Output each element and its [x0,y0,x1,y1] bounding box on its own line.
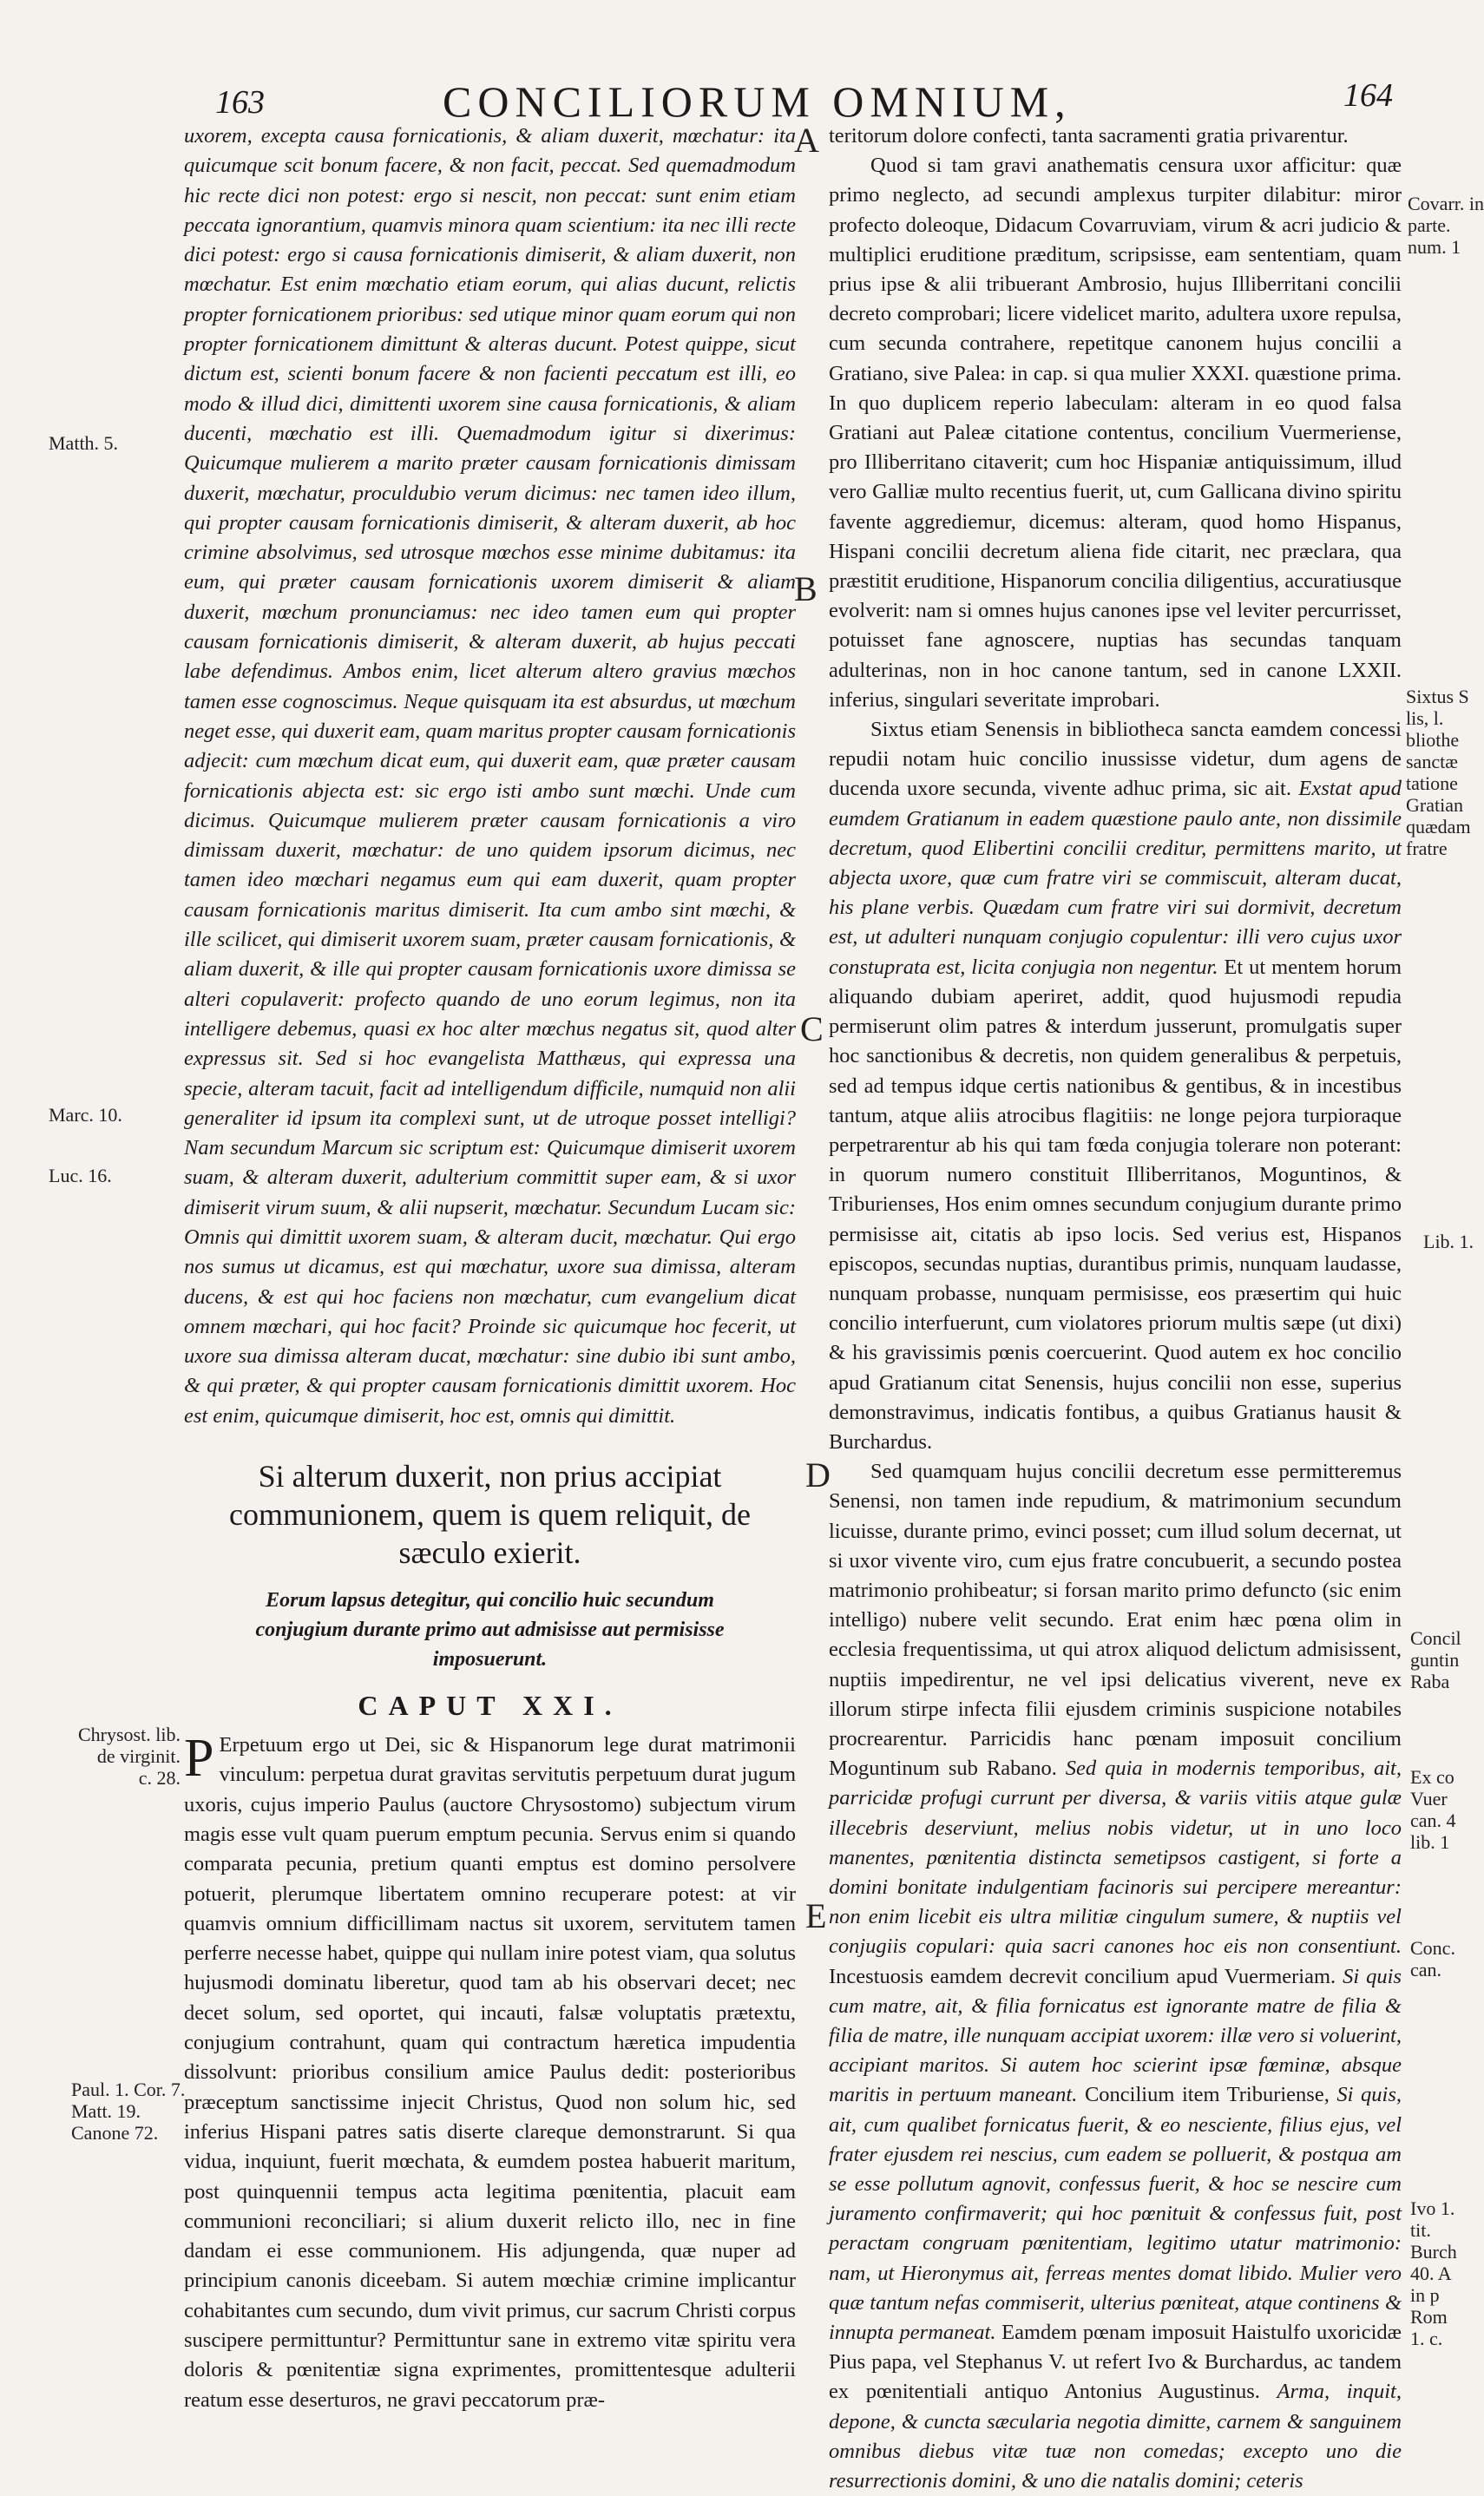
margin-note-chrysostom: Chrysost. lib. de virginit. c. 28. [78,1724,181,1789]
chapter-heading: CAPUT XXI. [358,1690,622,1722]
page-number-left: 163 [215,84,265,121]
margin-note-ivo: Ivo 1. tit. Burch 40. A in p Rom 1. c. [1410,2197,1457,2349]
right-paragraph-2: Quod si tam gravi anathematis censura uxor afficitur: quæ primo neglecto, ad secundi amplexus turpiter dilabitur: miror profecto doleoque, Didacum Covarruviam, virum & acri judicio & multiplici eruditione præditum, scripsisse, eam sententiam, quam prius ipse & alii tribuerant Ambrosio, hujus Illiberritani concilii decreto comprobari; licere videlicet marito, adultera uxore repulsa, cum secunda contrahere, repetitque canonem hujus concilii a Gratiano, sive Palea: in cap. si qua mulier XXXI. quæstione prima. In quo duplicem reperio labeculam: alteram in eo quod falsa Gratiani aut Paleæ citatione contentus, concilium Vuermeriense, pro Illiberritano citaverit; cum hoc Hispaniæ antiquissimum, illud vero Galliæ multo recentius fuerit, ut, cum Gallicana divino spiritu favente aggrediemur, dicemus: alteram, quod homo Hispanus, Hispani concilii decretum aliena fide citarit, nec præclara, qua præstitit eruditione, Hispanorum concilia diligentius, accuratiusque evolverit: nam si omnes hujus canones ipse vel leviter percurrisset, potuisset fane agnoscere, nuptias has secundas tanquam adulterinas, non in hoc canone tantum, sed in canone LXXII. inferius, singulari severitate improbari. [829,154,1402,712]
margin-note-luc: Luc. 16. [49,1165,112,1186]
page-number-right: 164 [1343,77,1393,114]
right-paragraph-5-text-3: Concilium item Triburiense, [1084,2083,1330,2107]
left-paragraph-1: uxorem, excepta causa fornicationis, & aliam duxerit, mœchatur: ita quicumque scit bonum facere, & non facit, peccat. Sed quemadmodum hic recte dici non potest: ergo si nescit, non peccat: sunt enim etiam peccata ignorantium, quamvis minora quam scientium: ita nec illi recte dici potest: ergo si causa fornicationis dimiserit, & aliam duxerit, non mœchatur. Est enim mœchatio etiam eorum, qui alias ducunt, relictis propter fornicationem prioribus: sed utique minor quam eorum qui non propter fornicationem dimittunt & alteras ducunt. Potest quippe, sicut dictum est, scienti bonum facere & non facienti peccatum est illi, eo modo & illud dici, dimittenti uxorem sine causa fornicationis, & aliam ducenti, mœchatio est illi. Quemadmodum igitur si dixerimus: Quicumque mulierem a marito præter causam fornicationis dimissam duxerit, mœchatur, proculdubio verum dicimus: nec tamen ideo illum, qui propter causam fornicationis dimiserit, & alteram duxerit, ab hoc crimine absolvimus, sed utrosque mœchos esse minime dubitamus: ita eum, qui præter causam fornicationis uxorem dimiserit & aliam duxerit, mœchum pronunciamus: nec ideo tamen eum qui propter causam fornicationis dimiserit, & alteram duxerit, ab hujus peccati labe defendimus. Ambos enim, licet alterum altero gravius mœchos tamen esse cognoscimus. Neque quisquam ita est absurdus, ut mœchum neget esse, qui duxerit eam, quam maritus propter causam fornicationis adjecit: cum mœchum dicat eum, qui duxerit eam, quæ præter causam fornicationis abjecta est: sic ergo isti ambo sunt mœchi. Unde cum dicimus. Quicumque mulierem præter causam fornicationis a viro dimissam duxerit, mœchatur: de uno quidem ipsorum dicimus, nec tamen ideo mœchari negamus eum qui eam duxerit, quam propter causam fornicationis maritus dimiserit. Ita cum ambo sint mœchi, & ille scilicet, qui dimiserit uxorem suam, præter causam fornicationis, & aliam duxerit, & ille qui propter causam fornicationis uxore dimissa se alteri copulaverit: profecto quando de uno eorum legimus, non ita intelligere debemus, quasi ex hoc alter mœchus negatus sit, quod alter expressus sit. Sed si hoc evangelista Matthæus, qui expressa una specie, alteram tacuit, facit ad intelligendum difficile, numquid non alii generaliter id ipsum ita complexi sunt, ut de utroque posset intelligi? Nam secundum Marcum sic scriptum est: Quicumque dimiserit uxorem suam, & alteram duxerit, adulterium committit super eam, & si uxor dimiserit virum suum, & alii nupserit, mœchatur. Secundum Lucam sic: Omnis qui dimittit uxorem suam, & alteram ducit, mœchatur. Qui ergo nos sumus ut dicamus, est qui mœchatur, uxore sua dimissa, alteram ducens, & est qui hoc faciens non mœchatur, cum evangelium dicat omnem mœchari, qui hoc facit? Proinde sic quicumque hoc fecerit, ut uxore sua dimissa alteram ducat, mœchatur: sine dubio ibi sunt ambo, & qui præter, & qui propter causam fornicationis dimittit uxorem. Hoc est enim, quicumque dimiserit, hoc est, omnis qui dimittit. [184,124,796,1428]
running-title: CONCILIORUM OMNIUM, [443,77,1072,126]
right-paragraph-3-text: Sixtus etiam Senensis in bibliotheca sancta eamdem concessi repudii notam huic concilio inussisse videtur, dum agens de ducenda uxore secunda, vivente adhuc prima, sic ait. [829,718,1402,801]
margin-note-marc: Marc. 10. [49,1104,122,1126]
left-column [184,122,796,2415]
right-paragraph-5-text-2: Incestuosis eamdem decrevit concilium apud Vuermeriam. [829,1964,1336,1988]
left-paragraph-2-text: Erpetuum ergo ut Dei, sic & Hispanorum lege durat matrimonii vinculum: perpetua durat gravitas servitutis perpetuum durat jugum uxoris, cujus imperio Paulus (auctore Chrysostomo) subjectum virum magis esse vult quam puerum emptum pecunia. Servus enim si quando comparata pecunia, pretium quanti emptus est domino persolvere potuerit, plerumque libertatem omnino recuperare potest: at vir quamvis omnium difficillimam nactus sit uxorem, servitutem tamen perferre necesse habet, quippe qui nullam inire potest viam, qua solutus hujusmodi dominatu liberetur, quod tam ab his observari decet; nec decet solum, sed oportet, qui incauti, falsæ voluptatis prætextu, conjugium contrahunt, quam qui contractum hæretica impudentia dissolvunt: prioribus consilium amice Paulus dedit: posterioribus præceptum sanctissime injecit Christus, Quod non solum hic, sed inferius Hispani patres satis diserte clareque demonstrarunt. Si qua vidua, inquiunt, fuerit mœchata, & eumdem postea habuerit maritum, post quinquennii tempus acta legitima pœnitentia, placuit eam communioni reconciliari; si alium duxerit relicto illo, nec in fine dandam ei esse communionem. His adjungenda, quæ nuper ad principium canonis diceebam. Si autem mœchiæ crimine implicantur cohabitantes cum secundo, dum vivit primus, cur sacrum Christi corpus suscipere permittuntur? Permittuntur sane in extremo vitæ spiritu vera doloris & pœnitentiæ signa exprimentes, promittentesque adulterii reatum esse deserturos, ne gravi peccatorum præ- [184,1733,796,2412]
margin-note-matth: Matth. 5. [49,432,119,454]
section-letter-b: B [794,569,818,608]
right-paragraph-5-text: Sed quamquam hujus concilii decretum esse permitteremus Senensi, non tamen inde repudium, & matrimonium secundum licuisse, durante primo, evinci posset; cum illud solum decernat, ut si uxor vivente viro, cum ejus fratre concubuerit, a secundo postea matrimonio prohibeatur; si forsan marito primo defuncto (sic enim intelligo) nubere velit secundo. Erat enim hæc pœna olim in ecclesia frequentissima, ut qui atrox aliquod delictum admisissent, nuptiis impedirentur, ne vel ipsi delicatius viverent, neve ex illorum stirpe infecta filii ejusdem criminis suspicione notabiles procrearentur. Parricidis hanc pœnam imposuit concilium Moguntinum sub Rabano. [829,1460,1402,1781]
right-paragraph-5-text-4: Eamdem pœnam imposuit Haistulfo uxoricidæ Pius papa, vel Stephanus V. ut refert Ivo & Burchardus, ac tandem ex pœnitentiali antiquo Antonius Augustinus. [829,2321,1402,2404]
section-title: Si alterum duxerit, non prius accipiat communionem, quem is quem reliquit, de sæculo exierit. [229,1459,751,1571]
right-paragraph-5-quote-3: Si quis, ait, cum qualibet fornicatus fuerit, & eo nesciente, filius ejus, vel frater ejusdem rei nescius, cum eadem se polluerit, & postqua am se esse pollutum agnovit, confessus fuerit, & hoc se nescire cum juramento confirmaverit; qui hoc pœnituit & confessus fuit, post peractam congruam pœnitentiam, legitimo utatur matrimonio: nam, ut Hieronymus ait, ferreas mentes domat libido. Mulier vero quæ tantum nefas commiserit, ulterius pœniteat, atque continens & innupta permaneat. [829,2083,1402,2345]
margin-note-concil: Concil guntin Raba [1410,1627,1461,1692]
right-paragraph-5-quote-2: Si quis cum matre, ait, & filia fornicatus est ignorante matre de filia & filia de matre, ille nunquam accipiat uxorem: illæ vero si voluerint, accipiant maritos. Si autem hoc scierint ipsæ fœminæ, absque maritis in pertuum maneant. [829,1964,1402,2107]
chapter-summary: Eorum lapsus detegitur, qui concilio huic secundum conjugium durante primo aut admisisse aut permisisse imposuerunt. [255,1589,725,1672]
right-paragraph-4-text: Et ut mentem horum aliquando dubiam aperiret, addit, quod hujusmodi repudia permiserunt olim patres & interdum jusserunt, promulgatis super hoc sanctionibus & decretis, non quidem generalibus & perpetuis, sed ad tempus idque certis nationibus & gentibus, & in incestibus tantum, atque aliis atrocibus flagitiis: ne longe pejora turpioraque perpetrarentur ab his qui tam fœda conjugia tolerare non poterant: in quorum numero constituit Illiberritanos, Moguntinos, & Triburienses, Hos enim omnes secundum conjugium durante primo permisisse ait, citatis ab ipso locis. Sed verius est, Hispanos episcopos, secundas nuptias, durantibus primis, nunquam laudasse, nunquam probasse, nunquam permisisse, eos præsertim qui huic concilio interfuerunt, cum violatores priorum multis sæpe (ut dixi) & his gravissimis pœnis coercuerint. Quod autem ex hoc concilio apud Gratianum citat Senensis, hujus concilii non esse, superius demonstravimus, indicatis fontibus, a quibus Gratianus hausit & Burchardus. [829,955,1402,1454]
section-letter-c: C [800,1009,824,1048]
margin-note-paul: Paul. 1. Cor. 7. Matt. 19. Canone 72. [71,2079,186,2144]
right-paragraph-3-quote: Exstat apud eumdem Gratianum in eadem quæstione paulo ante, non dissimile decretum, quod Elibertini concilii creditur, permittens marito, ut abjecta uxore, quæ cum fratre viri se commiscuit, alteram ducat, his plane verbis. Quædam cum fratre viri sui dormivit, decretum est, ut adulteri nunquam conjugio copulentur: illi vero cujus uxor constuprata est, licita conjugia non negentur. [829,777,1402,979]
right-paragraph-5-quote-1: Sed quia in modernis temporibus, ait, parricidæ profugi currunt per diversa, & variis vitiis atque gulæ illecebris deserviunt, melius nobis videtur, ut in uno loco manentes, pœnitentia distincta semetipsos castigent, si forte a domini bonitate indulgentiam facinoris sui percipere mereantur: non enim licebit eis ultra militiæ cingulum sumere, & nuptiis vel conjugiis copulari: quia sacri canones hoc eis non consentiunt. [829,1757,1402,1959]
section-letter-d: D [805,1455,831,1494]
page-header [0,76,1475,128]
right-paragraph-1: teritorum dolore confecti, tanta sacramenti gratia privarentur. [829,124,1349,148]
drop-cap: P [184,1729,214,1789]
right-column [829,122,1402,2496]
section-letter-e: E [805,1896,827,1935]
left-paragraph-2 [184,1731,796,2415]
margin-note-ex: Ex co Vuer can. 4 lib. 1 [1410,1766,1456,1853]
right-paragraph-5-quote-4: Arma, inquit, depone, & cuncta sæcularia negotia dimitte, carnem & sanguinem omnibus diebus vitæ tuæ non comedas; excepto uno die resurrectionis domini, & uno die natalis domini; ceteris [829,2380,1402,2493]
margin-note-sixtus: Sixtus S lis, l. bliothe sanctæ tatione Gratian quædam fratre [1406,686,1471,859]
right-paragraph-3 [829,715,1402,1457]
margin-note-conc: Conc. can. [1410,1937,1455,1980]
section-letter-a: A [794,121,819,160]
margin-note-covarr: Covarr. in parte. num. 1 [1408,193,1484,258]
right-paragraph-5 [829,1457,1402,2496]
margin-note-lib1: Lib. 1. [1423,1231,1474,1252]
